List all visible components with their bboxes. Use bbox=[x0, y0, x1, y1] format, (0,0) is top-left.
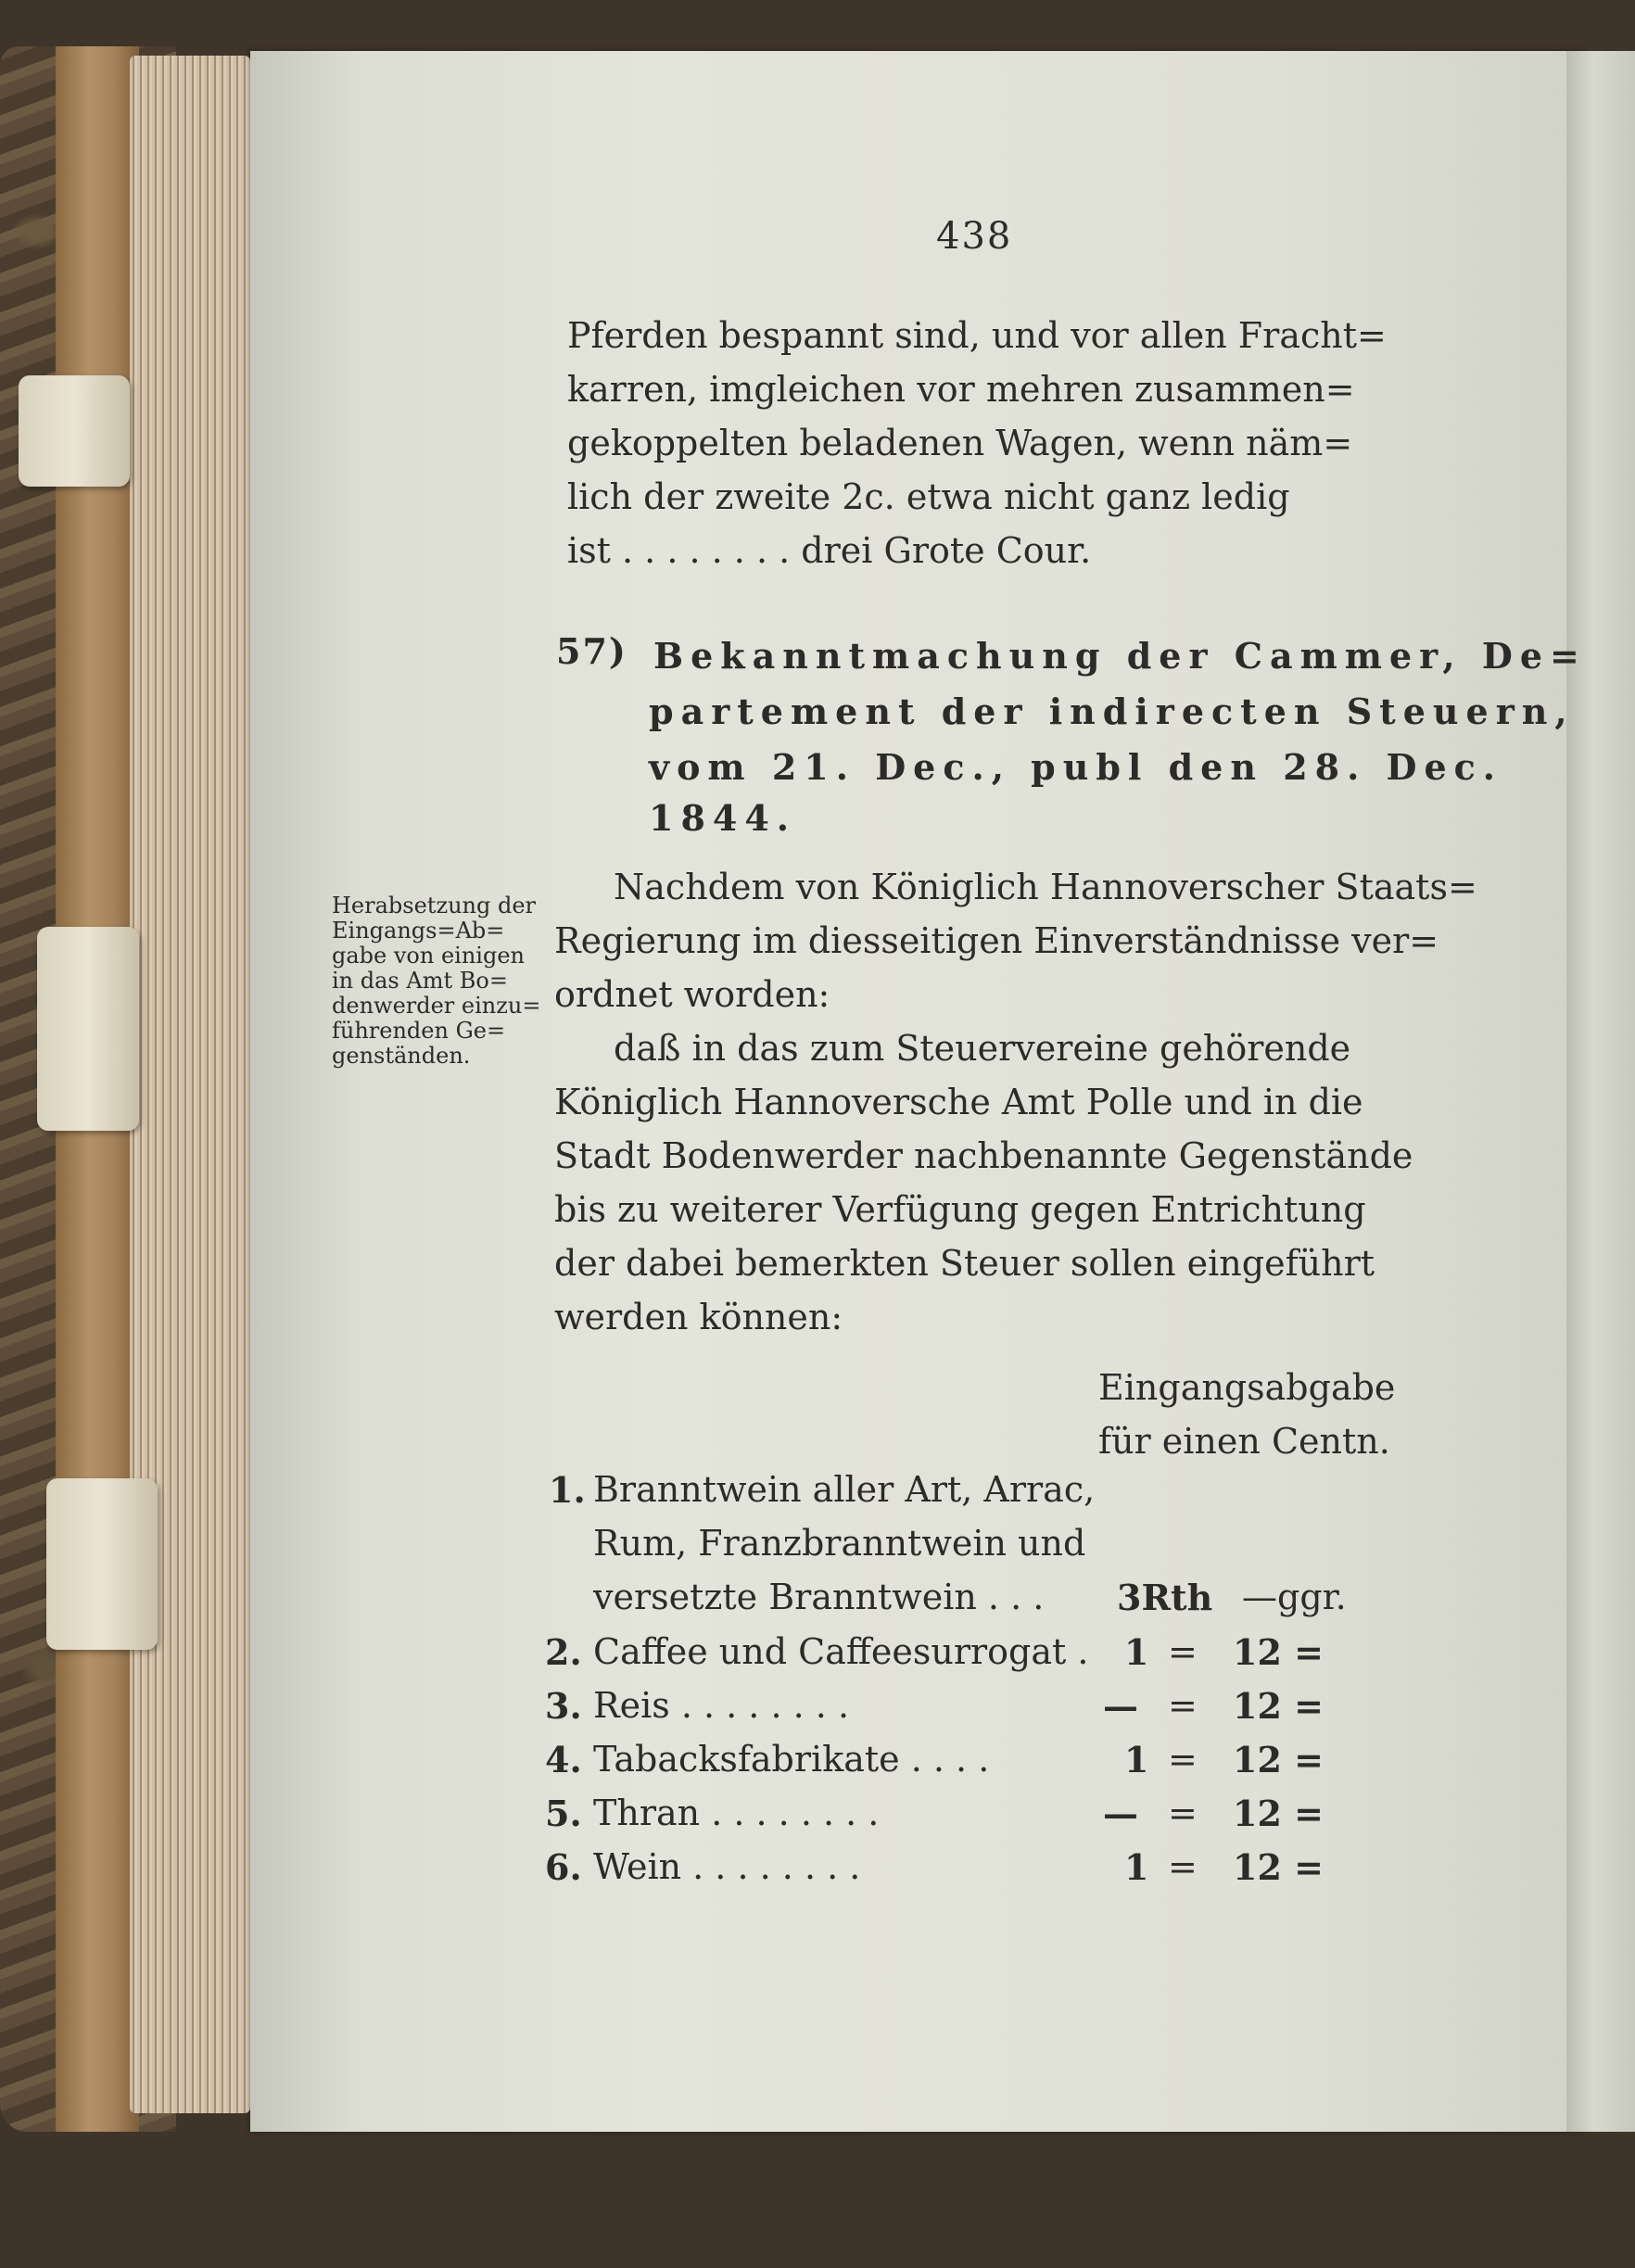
text-line: daß in das zum Steuervereine gehörende bbox=[614, 1028, 1351, 1069]
rate-ggr: 12 = bbox=[1233, 1739, 1324, 1780]
rate-rth: 3Rth bbox=[1117, 1577, 1213, 1618]
section-number: 57) bbox=[556, 630, 627, 672]
item-name: Branntwein aller Art, Arrac, bbox=[593, 1469, 1096, 1510]
text-line: Pferden bespannt sind, und vor allen Fracht= bbox=[567, 315, 1387, 356]
text-line: Regierung im diesseitigen Einverständnisse ver= bbox=[554, 920, 1439, 961]
item-name: Wein . . . . . . . . bbox=[593, 1846, 861, 1887]
text-line: ordnet worden: bbox=[554, 974, 830, 1015]
row-number: 6. bbox=[545, 1846, 582, 1888]
margin-line: gabe von einigen bbox=[332, 943, 525, 969]
margin-line: Herabsetzung der bbox=[332, 893, 537, 919]
rate-sep: = bbox=[1168, 1685, 1198, 1726]
rate-rth: — bbox=[1103, 1685, 1138, 1727]
rate-rth: 1 bbox=[1124, 1631, 1149, 1673]
row-number: 5. bbox=[545, 1793, 582, 1834]
text-line: Stadt Bodenwerder nachbenannte Gegenstände bbox=[554, 1135, 1413, 1176]
rate-sep: = bbox=[1168, 1793, 1198, 1833]
row-number: 4. bbox=[545, 1739, 582, 1780]
text-line: gekoppelten beladenen Wagen, wenn näm= bbox=[567, 423, 1353, 463]
section-heading-line: Bekanntmachung der Cammer, De= bbox=[653, 635, 1587, 677]
rate-ggr: 12 = bbox=[1233, 1631, 1324, 1673]
ribbon-tab-3 bbox=[46, 1478, 158, 1650]
margin-line: genständen. bbox=[332, 1043, 471, 1069]
row-number: 3. bbox=[545, 1685, 582, 1727]
text-line: bis zu weiterer Verfügung gegen Entrichtung bbox=[554, 1189, 1366, 1230]
row-number: 2. bbox=[545, 1631, 582, 1673]
rate-rth: 1 bbox=[1124, 1846, 1149, 1888]
text-line: werden können: bbox=[554, 1297, 843, 1337]
item-name: Rum, Franzbranntwein und bbox=[593, 1523, 1086, 1564]
page-edges bbox=[130, 56, 250, 2113]
rate-rth: 1 bbox=[1124, 1739, 1149, 1780]
rate-ggr: 12 = bbox=[1233, 1685, 1324, 1727]
table-header: für einen Centn. bbox=[1098, 1421, 1390, 1462]
section-heading-line: 1844. bbox=[649, 797, 796, 839]
ribbon-tab-2 bbox=[37, 927, 139, 1131]
rate-sep: = bbox=[1168, 1739, 1198, 1780]
rate-ggr: —ggr. bbox=[1242, 1577, 1347, 1617]
margin-line: Eingangs=Ab= bbox=[332, 918, 505, 944]
margin-line: denwerder einzu= bbox=[332, 993, 541, 1019]
text-line: karren, imgleichen vor mehren zusammen= bbox=[567, 369, 1355, 410]
rate-sep: = bbox=[1168, 1631, 1198, 1672]
item-name: Thran . . . . . . . . bbox=[593, 1793, 880, 1833]
facing-page-edge bbox=[1566, 51, 1635, 2132]
table-header: Eingangsabgabe bbox=[1098, 1367, 1396, 1408]
text-line: Nachdem von Königlich Hannoverscher Staats= bbox=[614, 867, 1477, 907]
rate-sep: = bbox=[1168, 1846, 1198, 1887]
rate-rth: — bbox=[1103, 1793, 1138, 1834]
item-name: Tabacksfabrikate . . . . bbox=[593, 1739, 990, 1780]
text-line: lich der zweite 2c. etwa nicht ganz ledig bbox=[567, 476, 1290, 517]
section-heading-line: partement der indirecten Steuern, bbox=[649, 691, 1575, 732]
section-heading-line: vom 21. Dec., publ den 28. Dec. bbox=[649, 746, 1503, 788]
margin-line: in das Amt Bo= bbox=[332, 968, 508, 994]
item-name: versetzte Branntwein . . . bbox=[593, 1577, 1045, 1617]
rate-ggr: 12 = bbox=[1233, 1846, 1324, 1888]
rate-ggr: 12 = bbox=[1233, 1793, 1324, 1834]
text-line: ist . . . . . . . . drei Grote Cour. bbox=[567, 530, 1092, 571]
page-number: 438 bbox=[936, 215, 1013, 258]
text-line: der dabei bemerkten Steuer sollen eingeführt bbox=[554, 1243, 1375, 1284]
ribbon-tab-1 bbox=[19, 375, 130, 487]
text-line: Königlich Hannoversche Amt Polle und in die bbox=[554, 1082, 1363, 1122]
row-number: 1. bbox=[549, 1469, 586, 1511]
margin-line: führenden Ge= bbox=[332, 1018, 506, 1044]
item-name: Reis . . . . . . . . bbox=[593, 1685, 850, 1726]
item-name: Caffee und Caffeesurrogat . bbox=[593, 1631, 1089, 1672]
